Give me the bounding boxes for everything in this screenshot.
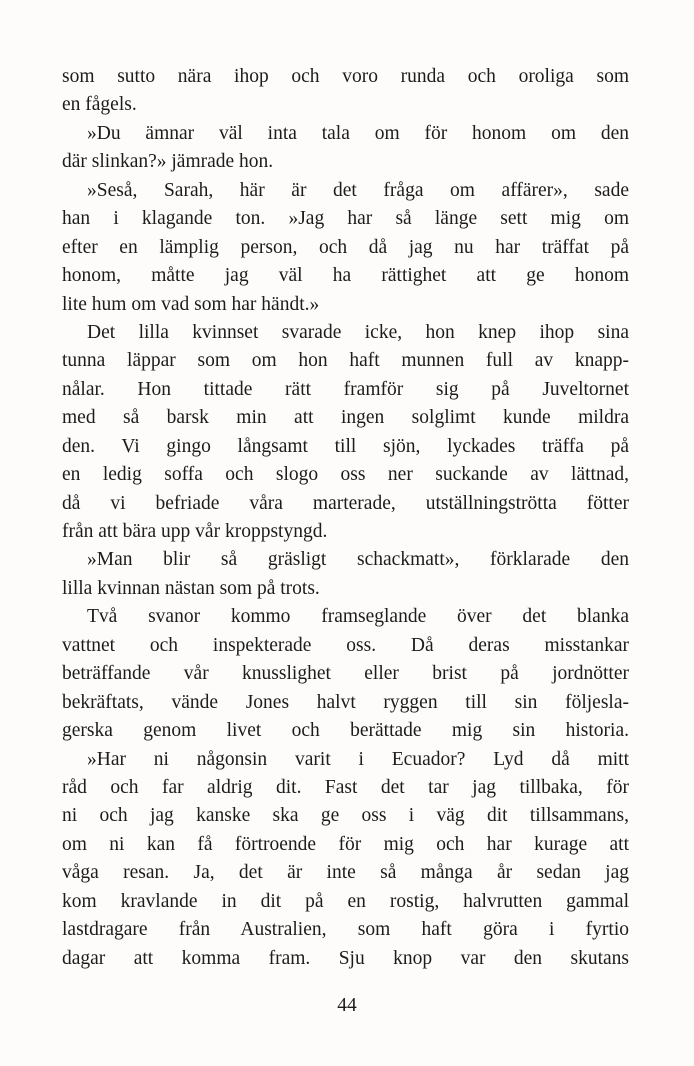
text-line: »Har ni någonsin varit i Ecuador? Lyd då mitt [87, 748, 629, 770]
body-text [62, 63, 629, 973]
text-line: från att bära upp vår kroppstyngd. [62, 521, 328, 542]
text-line: gerska genom livet och berättade mig sin historia. [62, 720, 629, 742]
text-line: ni och jag kanske ska ge oss i väg dit tillsammans, [62, 805, 629, 827]
text-line: en fågels. [62, 94, 137, 116]
text-line: om ni kan få förtroende för mig och har kurage att [62, 833, 629, 855]
text-line: en ledig soffa och slogo oss ner suckande av lättnad, [62, 464, 629, 486]
text-line: han i klagande ton. »Jag har så länge sett mig om [62, 208, 629, 230]
text-line: »Seså, Sarah, här är det fråga om affärer», sade [87, 179, 629, 201]
text-line: kom kravlande in dit på en rostig, halvrutten gammal [62, 890, 629, 912]
text-line: Det lilla kvinnset svarade icke, hon knep ihop sina [87, 321, 629, 343]
page-number: 44 [337, 995, 357, 1016]
text-line: där slinkan?» jämrade hon. [62, 151, 274, 173]
text-line: då vi befriade våra marterade, utställningströtta fötter [62, 492, 629, 514]
text-line: som sutto nära ihop och voro runda och oroliga som [62, 66, 629, 87]
text-line: »Man blir så gräsligt schackmatt», förklarade den [87, 549, 629, 571]
text-line: lastdragare från Australien, som haft göra i fyrtio [62, 919, 629, 941]
text-line: råd och far aldrig dit. Fast det tar jag tillbaka, för [62, 776, 629, 798]
text-line: honom, måtte jag väl ha rättighet att ge honom [62, 265, 629, 287]
text-line: våga resan. Ja, det är inte så många år sedan jag [62, 862, 629, 884]
text-line: tunna läppar som om hon haft munnen full av knapp- [62, 350, 629, 372]
text-line: dagar att komma fram. Sju knop var den skutans [62, 947, 629, 969]
text-line: bekräftats, vände Jones halvt ryggen till sin följesla- [62, 691, 629, 713]
text-line: lite hum om vad som har händt.» [62, 293, 320, 315]
text-line: efter en lämplig person, och då jag nu har träffat på [62, 236, 629, 258]
text-line: beträffande vår knusslighet eller brist på jordnötter [62, 663, 629, 685]
text-line: med så barsk min att ingen solglimt kunde mildra [62, 407, 629, 429]
text-line: nålar. Hon tittade rätt framför sig på Juveltornet [62, 378, 629, 400]
text-line: »Du ämnar väl inta tala om för honom om den [87, 122, 629, 144]
text-line: lilla kvinnan nästan som på trots. [62, 577, 320, 599]
text-line: vattnet och inspekterade oss. Då deras misstankar [62, 634, 629, 656]
text-line: den. Vi gingo långsamt till sjön, lyckades träffa på [62, 435, 629, 457]
text-line: Två svanor kommo framseglande över det blanka [87, 606, 629, 628]
